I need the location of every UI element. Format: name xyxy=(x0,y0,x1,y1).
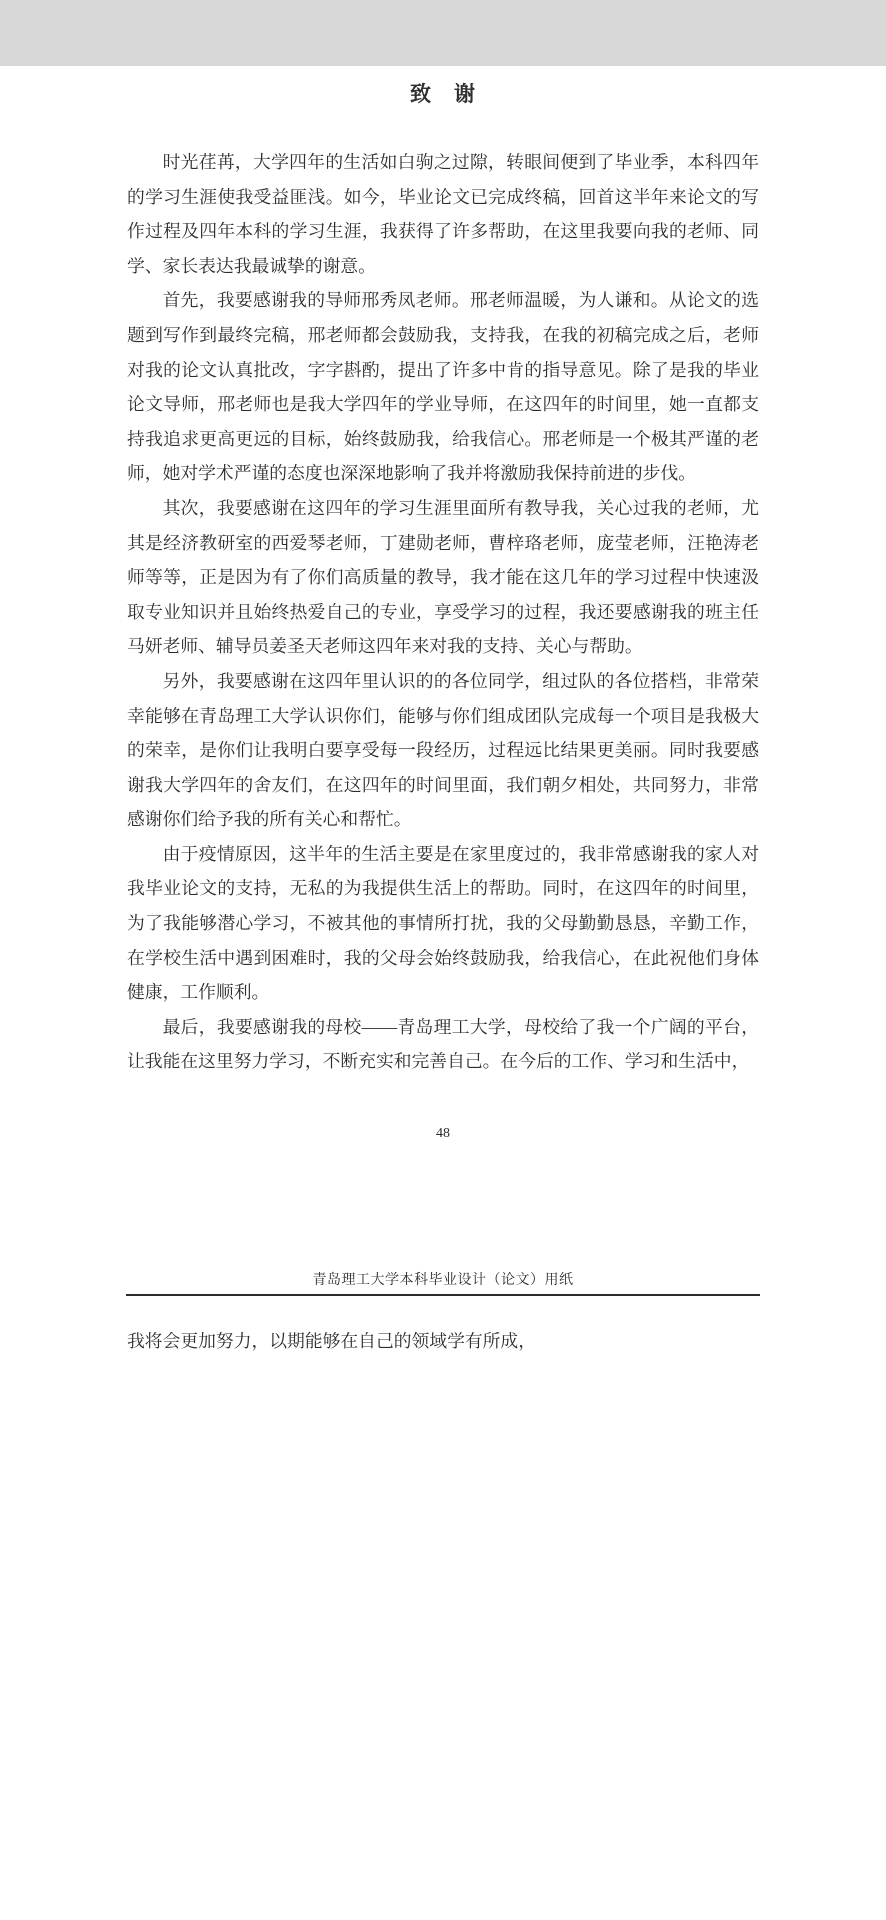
page-number: 48 xyxy=(436,1126,450,1141)
continuation-paragraph: 我将会更加努力，以期能够在自己的领域学有所成， xyxy=(127,1331,536,1351)
viewer-page-gap xyxy=(0,0,886,66)
body-paragraph: 首先，我要感谢我的导师邢秀凤老师。邢老师温暖，为人谦和。从论文的选题到写作到最终完稿，邢老师都会鼓励我，支持我，在我的初稿完成之后，老师对我的论文认真批改，字字斟酌，提出了许多中肯的指导意见。除了是我的毕业论文导师，邢老师也是我大学四年的学业导师，在这四年的时间里，她一直都支持我追求更高更远的目标，始终鼓励我，给我信心。邢老师是一个极其严谨的老师，她对学术严谨的态度也深深地影响了我并将激励我保持前进的步伐。 xyxy=(127,290,759,484)
thesis-page xyxy=(0,66,886,1920)
body-paragraph: 另外，我要感谢在这四年里认识的的各位同学，组过队的各位搭档，非常荣幸能够在青岛理工大学认识你们，能够与你们组成团队完成每一个项目是我极大的荣幸，是你们让我明白要享受每一段经历，过程远比结果更美丽。同时我要感谢我大学四年的舍友们，在这四年的时间里面，我们朝夕相处，共同努力，非常感谢你们给予我的所有关心和帮忙。 xyxy=(127,670,759,830)
page-header-rule xyxy=(126,1294,760,1296)
body-paragraph: 最后，我要感谢我的母校——青岛理工大学，母校给了我一个广阔的平台，让我能在这里努力学习，不断充实和完善自己。在今后的工作、学习和生活中， xyxy=(127,1016,759,1072)
body-paragraph: 其次，我要感谢在这四年的学习生涯里面所有教导我，关心过我的老师，尤其是经济教研室的西爱琴老师，丁建勋老师，曹梓珞老师，庞莹老师，汪艳涛老师等等，正是因为有了你们高质量的教导，我才能在这几年的学习过程中快速汲取专业知识并且始终热爱自己的专业，享受学习的过程，我还要感谢我的班主任马妍老师、辅导员姜圣天老师这四年来对我的支持、关心与帮助。 xyxy=(127,497,759,657)
next-page-header xyxy=(126,1272,760,1304)
page-header-text: 青岛理工大学本科毕业设计（论文）用纸 xyxy=(312,1273,574,1288)
acknowledgement-body xyxy=(127,145,759,1079)
body-paragraph: 由于疫情原因，这半年的生活主要是在家里度过的，我非常感谢我的家人对我毕业论文的支持，无私的为我提供生活上的帮助。同时，在这四年的时间里，为了我能够潜心学习，不被其他的事情所打扰，我的父母勤勤恳恳，辛勤工作，在学校生活中遇到困难时，我的父母会始终鼓励我，给我信心，在此祝他们身体健康，工作顺利。 xyxy=(127,843,759,1003)
page-title: 致 谢 xyxy=(410,82,476,106)
body-paragraph: 时光荏苒，大学四年的生活如白驹之过隙，转眼间便到了毕业季，本科四年的学习生涯使我受益匪浅。如今，毕业论文已完成终稿，回首这半年来论文的写作过程及四年本科的学习生涯，我获得了许多帮助，在这里我要向我的老师、同学、家长表达我最诚挚的谢意。 xyxy=(127,152,759,276)
